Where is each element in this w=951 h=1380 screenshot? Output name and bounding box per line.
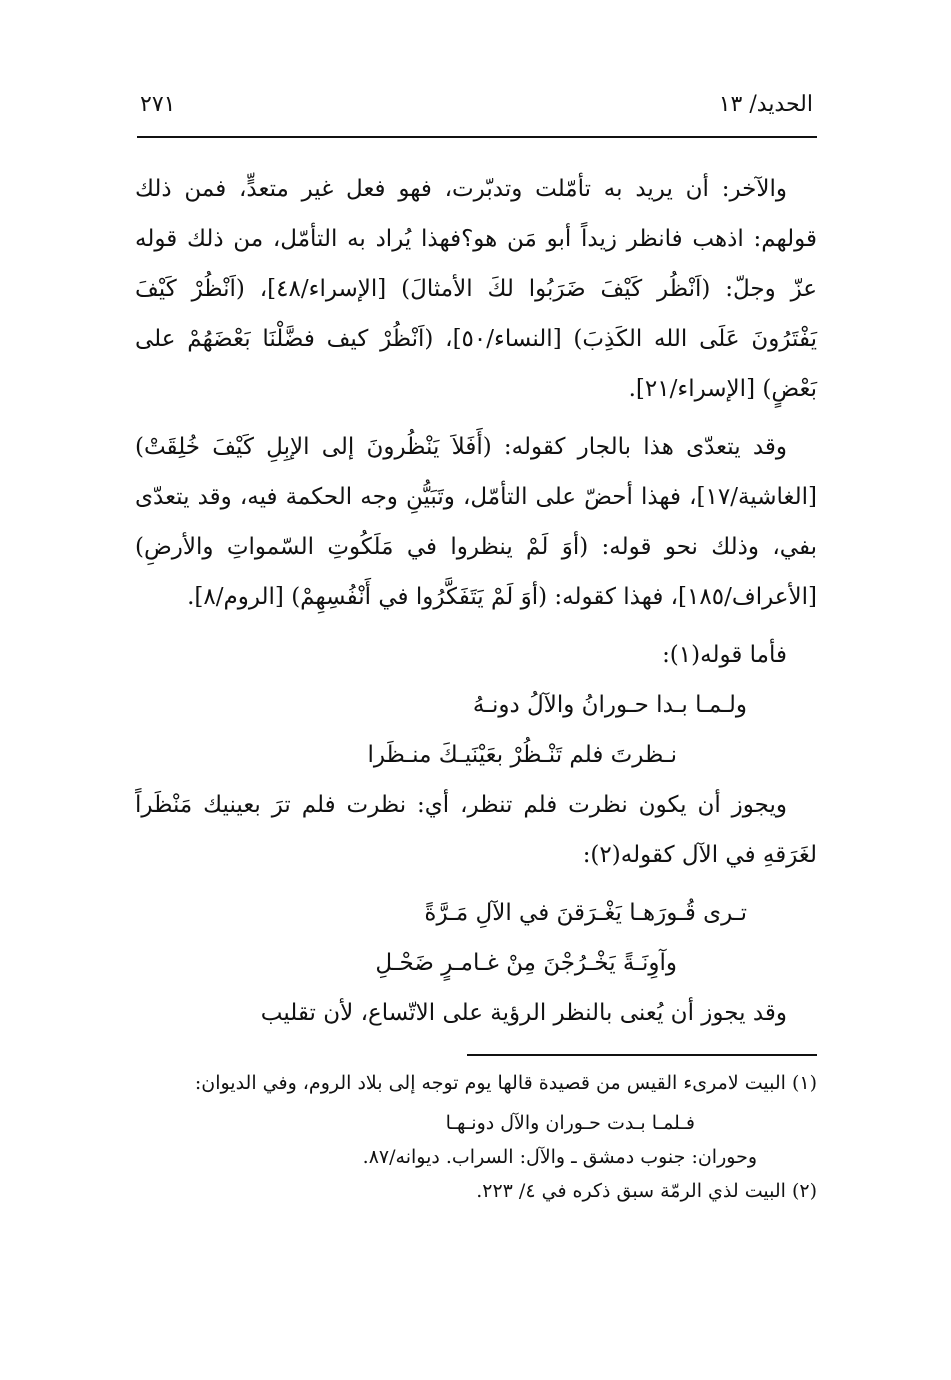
header-rule (137, 136, 817, 138)
footnote-1-note: وحوران: جنوب دمشق ـ والآل: السراب. ديوانه/٨٧. (362, 1146, 757, 1168)
footnotes (135, 1066, 817, 1208)
running-header-title: الحديد/ ١٣ (718, 92, 813, 117)
paragraph-3: فأما قوله(١): (662, 642, 787, 668)
footnote-2: (٢) البيت لذي الرمّة سبق ذكره في ٤/ ٢٢٣. (476, 1180, 817, 1202)
verse-2-first-hemistich (135, 888, 817, 938)
paragraph-2: وقد يتعدّى هذا بالجار كقوله: (أَفَلاَ يَنْظُرونَ إلى الإبِلِ كَيْفَ خُلِقَتْ) [الغاشية/١٧]، فهذا أحضّ على التأمّل، وتَبَيُّنِ وجه الحكمة فيه، وقد يتعدّى بفي، وذلك نحو قوله: (أوَ لَمْ ينظروا في مَلَكُوتِ السّمواتِ والأرضِ) [الأعراف/١٨٥]، فهذا كقوله: (أوَ لَمْ يَتَفَكَّرُوا في أَنْفُسِهِمْ) [الروم/٨]. (135, 434, 817, 610)
verse-2-second-hemistich (135, 938, 817, 988)
verse-1-first-hemistich (135, 680, 817, 730)
verse-1-second-hemistich (135, 730, 817, 780)
verse-1-hemistich-1: ولـمـا بـدا حـورانُ والآلُ دونـهُ (472, 692, 747, 718)
verse-1-hemistich-2: نـظرتَ فلم تَنْـظُرْ بعَيْنَيـكَ منـظَرا (367, 742, 677, 768)
footnote-1: (١) البيت لامرىء القيس من قصيدة قالها يوم توجه إلى بلاد الروم، وفي الديوان: (194, 1072, 817, 1094)
verse-2-hemistich-1: تـرى قُـورَهـا يَغْـرَقنَ في الآلِ مَـرَّةً (424, 900, 747, 926)
main-text (135, 164, 817, 1046)
paragraph-5: وقد يجوز أن يُعنى بالنظر الرؤية على الاتّساع، لأن تقليب (260, 1000, 787, 1026)
paragraph-4: ويجوز أن يكون نظرت فلم تنظر، أي: نظرت فلم ترَ بعينيك مَنْظَراً لغَرَقهِ في الآل كقوله(٢): (135, 792, 817, 868)
paragraph-1: والآخر: أن يريد به تأمّلت وتدبّرت، فهو فعل غير متعدٍّ، فمن ذلك قولهم: اذهب فانظر زيداً أبو مَن هو؟فهذا يُراد به التأمّل، من ذلك قوله عزّ وجلّ: (اَنْظُر كَيْفَ ضَرَبُوا لكَ الأمثالَ) [الإسراء/٤٨]، (اَنْظُرْ كَيْفَ يَفْتَرُونَ عَلَى الله الكَذِبَ) [النساء/٥٠]، (اَنْظُرْ كيف فضَّلْنَا بَعْضَهُمْ على بَعْضٍ) [الإسراء/٢١]. (135, 176, 817, 402)
page-number: ٢٧١ (140, 92, 176, 117)
footnote-rule (467, 1054, 817, 1056)
verse-2-hemistich-2: وآوِنَـةً يَخْـرُجْنَ مِنْ غـامـرٍ ضَحْـلِ (375, 950, 677, 976)
footnote-1-verse: فـلمـا بـدت حـوران والآل دونـهـا (445, 1112, 695, 1134)
